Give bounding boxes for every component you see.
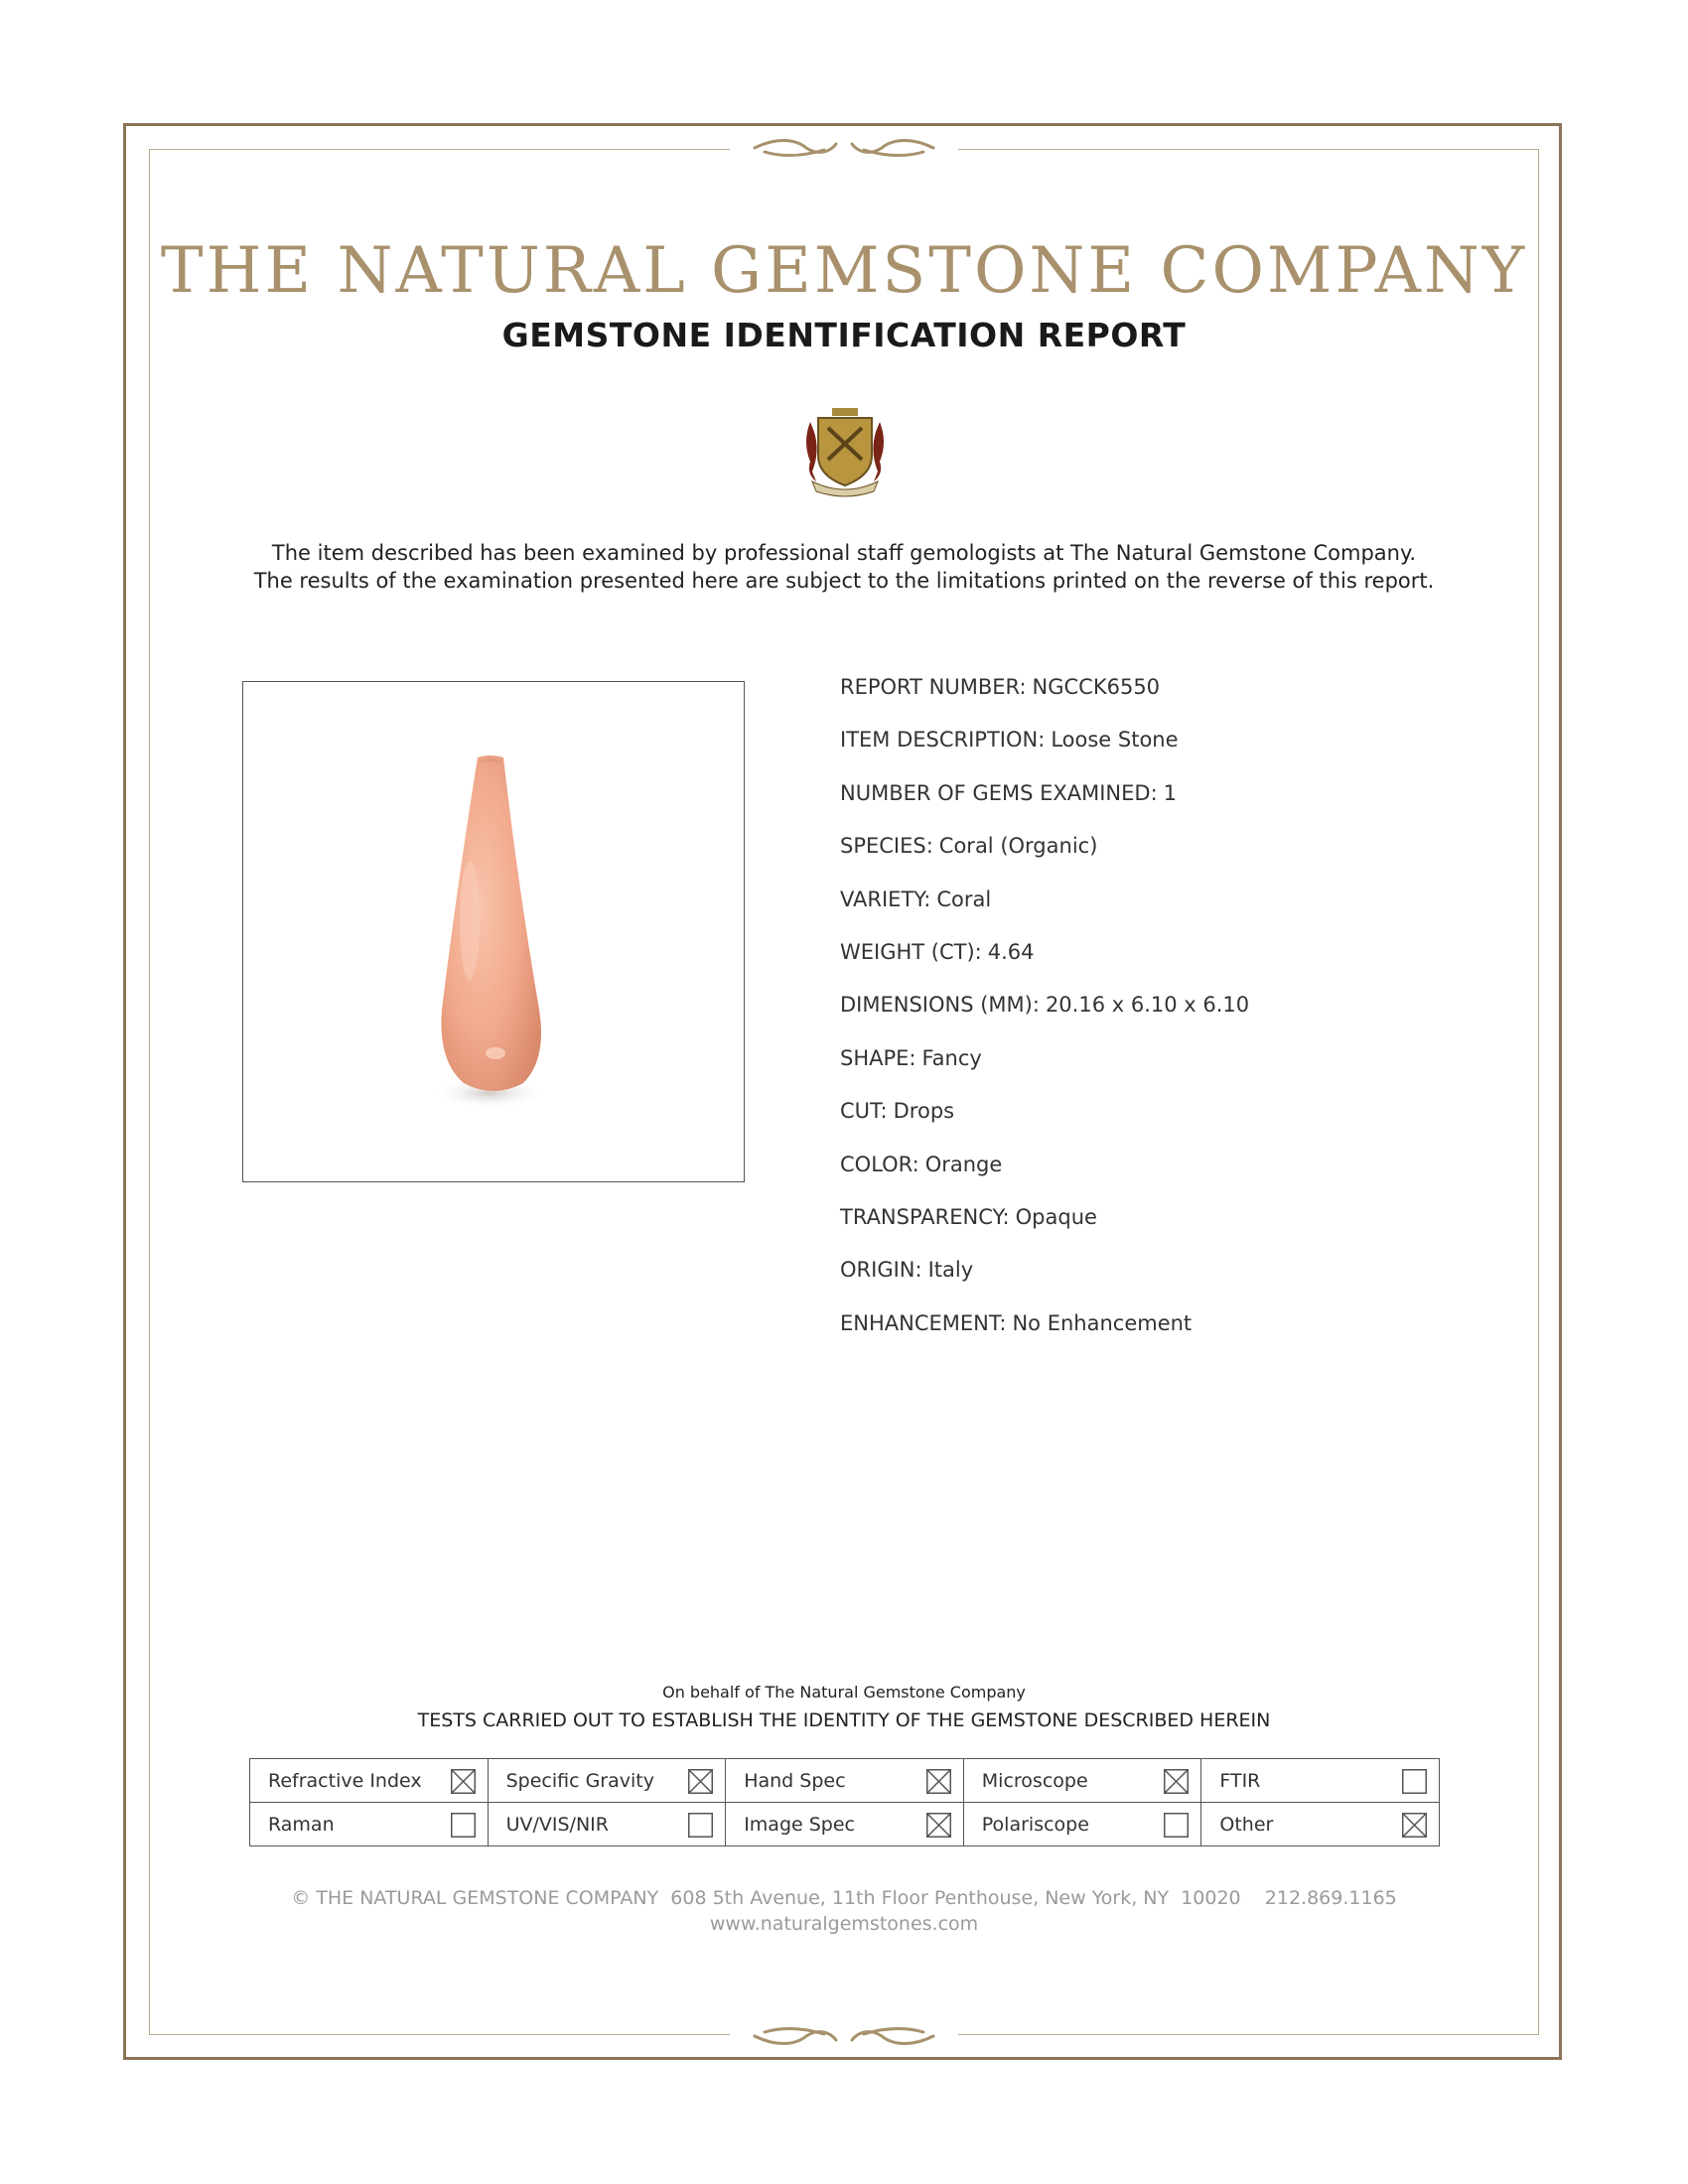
- test-image-spec: Image Spec: [726, 1803, 964, 1846]
- bottom-flourish-ornament: [745, 2020, 943, 2050]
- checkbox-empty-icon: [688, 1813, 713, 1838]
- company-title: THE NATURAL GEMSTONE COMPANY: [160, 234, 1528, 308]
- detail-species: SPECIES: Coral (Organic): [840, 834, 1098, 859]
- detail-origin: ORIGIN: Italy: [840, 1258, 974, 1283]
- crest-logo: [800, 402, 890, 497]
- detail-shape: SHAPE: Fancy: [840, 1045, 982, 1070]
- behalf-text: On behalf of The Natural Gemstone Company: [662, 1683, 1026, 1702]
- detail-variety: VARIETY: Coral: [840, 887, 992, 911]
- report-title: GEMSTONE IDENTIFICATION REPORT: [501, 316, 1187, 354]
- checkbox-empty-icon: [451, 1813, 476, 1838]
- checkbox-checked-icon: [451, 1769, 476, 1794]
- tests-row-2: [250, 1803, 1440, 1846]
- intro-text: [0, 539, 1688, 595]
- coral-drop-photo: [243, 682, 743, 1180]
- checkbox-checked-icon: [1402, 1813, 1427, 1838]
- test-microscope: Microscope: [963, 1759, 1201, 1803]
- detail-transparency: TRANSPARENCY: Opaque: [840, 1204, 1097, 1229]
- tests-table: [249, 1758, 1440, 1846]
- test-uv-vis-nir: UV/VIS/NIR: [488, 1803, 726, 1846]
- test-ftir: FTIR: [1201, 1759, 1440, 1803]
- detail-enhancement: ENHANCEMENT: No Enhancement: [840, 1310, 1193, 1335]
- test-polariscope: Polariscope: [963, 1803, 1201, 1846]
- gemstone-photo-frame: [242, 681, 745, 1182]
- test-raman: Raman: [250, 1803, 489, 1846]
- checkbox-empty-icon: [1164, 1813, 1189, 1838]
- detail-color: COLOR: Orange: [840, 1152, 1003, 1176]
- tests-heading: TESTS CARRIED OUT TO ESTABLISH THE IDENTITY OF THE GEMSTONE DESCRIBED HEREIN: [417, 1709, 1271, 1731]
- test-other: Other: [1201, 1803, 1440, 1846]
- intro-line-1: The item described has been examined by professional staff gemologists at The Natural Gemstone Company.: [271, 541, 1417, 565]
- detail-dimensions: DIMENSIONS (MM): 20.16 x 6.10 x 6.10: [840, 993, 1250, 1018]
- intro-line-2: The results of the examination presented here are subject to the limitations printed on the reverse of this report.: [253, 569, 1435, 593]
- footer-website-link[interactable]: www.naturalgemstones.com: [709, 1913, 979, 1935]
- tests-row-1: [250, 1759, 1440, 1803]
- checkbox-checked-icon: [926, 1769, 951, 1794]
- footer-address: © THE NATURAL GEMSTONE COMPANY 608 5th Avenue, 11th Floor Penthouse, New York, NY 10020 212.869.1165: [291, 1887, 1397, 1909]
- detail-item-description: ITEM DESCRIPTION: Loose Stone: [840, 728, 1179, 752]
- test-specific-gravity: Specific Gravity: [488, 1759, 726, 1803]
- test-refractive-index: Refractive Index: [250, 1759, 489, 1803]
- detail-weight: WEIGHT (CT): 4.64: [840, 939, 1035, 964]
- top-flourish-ornament: [745, 134, 943, 164]
- detail-cut: CUT: Drops: [840, 1099, 955, 1124]
- detail-report-number: REPORT NUMBER: NGCCK6550: [840, 675, 1161, 699]
- checkbox-checked-icon: [688, 1769, 713, 1794]
- checkbox-checked-icon: [1164, 1769, 1189, 1794]
- detail-number-of-gems: NUMBER OF GEMS EXAMINED: 1: [840, 780, 1178, 805]
- test-hand-spec: Hand Spec: [726, 1759, 964, 1803]
- checkbox-empty-icon: [1402, 1769, 1427, 1794]
- checkbox-checked-icon: [926, 1813, 951, 1838]
- gemstone-details: [840, 675, 1249, 1364]
